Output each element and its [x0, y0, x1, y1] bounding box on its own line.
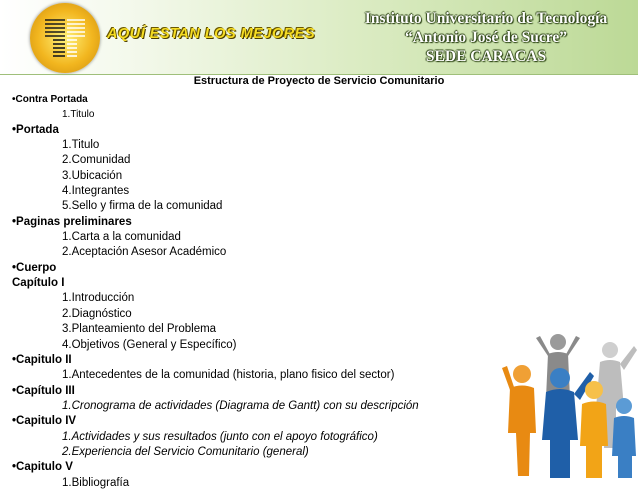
section-heading: Capítulo I — [12, 277, 65, 290]
section-heading: •Capitulo V — [12, 461, 73, 474]
institute-emblem-icon — [30, 3, 100, 73]
institute-line: SEDE CARACAS — [425, 48, 547, 65]
banner-motto: AQUÍ ESTAN LOS MEJORES — [107, 26, 316, 42]
section-heading: •Capitulo IV — [12, 415, 77, 428]
institute-line: “Antonio José de Sucre” — [404, 29, 568, 46]
outline-item: 1.Actividades y sus resultados (junto con el apoyo fotográfico) — [62, 430, 378, 443]
outline-item: 1.Introducción — [62, 292, 135, 305]
outline-item: 1.Bibliografía — [62, 476, 130, 489]
outline-item: 2.Aceptación Asesor Académico — [62, 246, 227, 259]
page-title: Estructura de Proyecto de Servicio Comunitario — [193, 75, 445, 87]
outline-item: 1.Titulo — [62, 139, 100, 152]
outline-item: 1.Antecedentes de la comunidad (historia, plano fisico del sector) — [62, 369, 395, 382]
institute-name — [335, 9, 637, 66]
outline-item: 1.Cronograma de actividades (Diagrama de Gantt) con su descripción — [62, 399, 419, 412]
header-banner — [0, 0, 638, 74]
section-heading: •Paginas preliminares — [12, 215, 132, 228]
section-heading: •Portada — [12, 123, 59, 136]
outline-item: 4.Integrantes — [62, 185, 130, 198]
figure-orange-left — [502, 365, 536, 476]
institute-line: Instituto Universitario de Tecnología — [364, 10, 608, 27]
outline-item: 5.Sello y firma de la comunidad — [62, 200, 223, 213]
section-heading: •Capítulo III — [12, 384, 75, 397]
outline-item: 2.Diagnóstico — [62, 307, 132, 320]
section-heading: •Contra Portada — [12, 94, 88, 105]
outline-item: 4.Objetivos (General y Específico) — [62, 338, 237, 351]
outline-item: 2.Comunidad — [62, 154, 131, 167]
section-heading: •Capitulo II — [12, 353, 72, 366]
outline-item: 3.Planteamiento del Problema — [62, 323, 217, 336]
team-people-illustration — [500, 328, 638, 478]
outline-item: 3.Ubicación — [62, 169, 123, 182]
outline-item: 1.Titulo — [62, 109, 95, 121]
outline-item: 1.Carta a la comunidad — [62, 231, 181, 244]
section-heading: •Cuerpo — [12, 261, 57, 274]
outline-item: 2.Experiencia del Servicio Comunitario (general) — [62, 445, 309, 458]
